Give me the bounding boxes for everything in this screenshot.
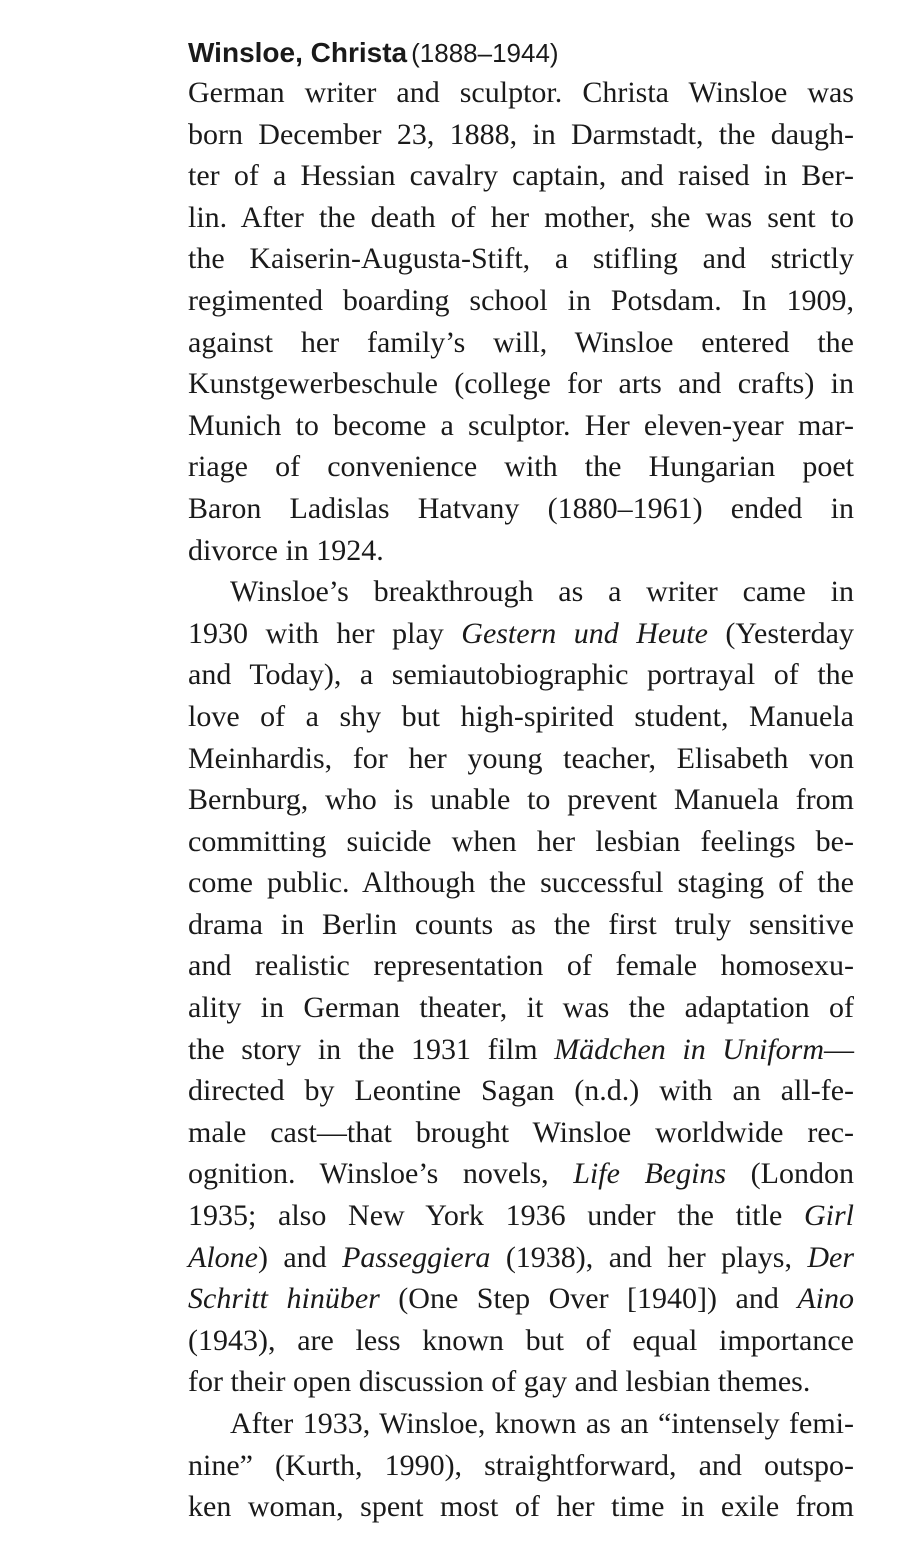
text-run: Kunstgewerbeschule (college for arts and crafts) in: [188, 367, 854, 401]
text-run: riage of convenience with the Hungarian poet: [188, 450, 854, 484]
text-line: [188, 1070, 854, 1112]
text-run: German writer and sculptor. Christa Winsloe was: [188, 76, 854, 109]
text-line: [188, 1237, 854, 1279]
text-line: [188, 904, 854, 946]
italic-title: Aino: [797, 1282, 854, 1316]
text-run: nine” (Kurth, 1990), straightforward, and outspo-: [188, 1448, 854, 1482]
text-run: (1943), are less known but of equal importance: [188, 1323, 854, 1357]
text-line: [188, 72, 854, 114]
entry-name: Winsloe, Christa: [188, 37, 408, 68]
text-line: [188, 363, 854, 405]
text-run: born December 23, 1888, in Darmstadt, the daugh-: [188, 117, 854, 151]
text-run: Baron Ladislas Hatvany (1880–1961) ended in: [188, 491, 854, 525]
paragraph: [188, 72, 854, 571]
text-run: love of a shy but high-spirited student, Manuela: [188, 699, 854, 733]
text-run: the story in the 1931 film: [188, 1032, 555, 1066]
text-run: Meinhardis, for her young teacher, Elisabeth von: [188, 741, 854, 775]
text-line: [188, 405, 854, 447]
text-line: [188, 446, 854, 488]
text-run: committing suicide when her lesbian feelings be-: [188, 824, 854, 858]
text-run: Munich to become a sculptor. Her eleven-year mar-: [188, 408, 854, 442]
text-line: [188, 1029, 854, 1071]
text-run: lin. After the death of her mother, she was sent to: [188, 200, 854, 234]
text-run: ality in German theater, it was the adaptation of: [188, 991, 854, 1025]
italic-title: Girl: [803, 1199, 854, 1233]
text-line: [188, 738, 854, 780]
text-run: 1935; also New York 1936 under the title: [188, 1199, 804, 1233]
italic-title: Passeggiera: [342, 1240, 491, 1274]
text-run: Winsloe’s breakthrough as a writer came in: [230, 575, 854, 609]
text-run: ter of a Hessian cavalry captain, and raised in Ber-: [188, 159, 854, 193]
document-page: [188, 34, 854, 1528]
text-line: [188, 613, 854, 655]
text-run: ken woman, spent most of her time in exile from: [188, 1490, 854, 1524]
italic-title: Mädchen in Uniform: [554, 1032, 824, 1066]
text-run: ognition. Winsloe’s novels,: [188, 1157, 574, 1191]
text-line: [188, 322, 854, 364]
text-run: After 1933, Winsloe, known as an “intensely femi-: [230, 1407, 854, 1440]
text-run: come public. Although the successful staging of the: [188, 866, 854, 900]
text-run: regimented boarding school in Potsdam. In 1909,: [188, 283, 854, 317]
text-run: —: [823, 1032, 854, 1066]
text-run: and realistic representation of female homosexu-: [188, 949, 854, 983]
text-line: [188, 862, 854, 904]
text-run: (London: [726, 1157, 854, 1191]
text-line: [188, 1112, 854, 1154]
text-line: [188, 945, 854, 987]
text-line: [188, 238, 854, 280]
text-run: for their open discussion of gay and lesbian themes.: [188, 1365, 811, 1399]
italic-title: Life Begins: [573, 1157, 727, 1191]
text-line: [188, 1153, 854, 1195]
text-line: [188, 696, 854, 738]
text-run: ) and: [257, 1240, 343, 1274]
entry-heading: [188, 34, 854, 72]
text-line: [188, 155, 854, 197]
text-run: drama in Berlin counts as the first truly sensitive: [188, 907, 854, 941]
text-line: [188, 280, 854, 322]
text-run: directed by Leontine Sagan (n.d.) with an all-fe-: [188, 1074, 854, 1108]
text-run: against her family’s will, Winsloe entered the: [188, 325, 854, 359]
text-line: [188, 1361, 854, 1403]
paragraph: [188, 571, 854, 1403]
text-line: [188, 779, 854, 821]
text-run: Bernburg, who is unable to prevent Manuela from: [188, 783, 854, 817]
text-run: 1930 with her play: [188, 616, 462, 650]
text-line: [188, 488, 854, 530]
italic-title: Gestern und Heute: [461, 616, 708, 650]
text-run: the Kaiserin-Augusta-Stift, a stifling and strictly: [188, 242, 854, 276]
italic-title: Der: [807, 1240, 854, 1274]
text-line: [188, 1403, 854, 1445]
entry-dates: (1888–1944): [411, 38, 559, 68]
text-line: [188, 1195, 854, 1237]
text-line: [188, 114, 854, 156]
entry-body: [188, 72, 854, 1528]
italic-title: Alone: [188, 1240, 258, 1274]
text-line: [188, 654, 854, 696]
text-run: divorce in 1924.: [188, 533, 384, 567]
text-line: [188, 1320, 854, 1362]
paragraph: [188, 1403, 854, 1528]
text-line: [188, 987, 854, 1029]
text-run: (Yesterday: [707, 616, 854, 650]
text-run: (One Step Over [1940]) and: [379, 1282, 798, 1316]
text-run: and Today), a semiautobiographic portrayal of the: [188, 658, 854, 692]
text-line: [188, 197, 854, 239]
text-line: [188, 1445, 854, 1487]
text-line: [188, 530, 854, 572]
text-run: male cast—that brought Winsloe worldwide rec-: [188, 1115, 854, 1149]
text-line: [188, 821, 854, 863]
text-line: [188, 571, 854, 613]
italic-title: Schritt hinüber: [188, 1282, 380, 1316]
text-run: (1938), and her plays,: [490, 1240, 808, 1274]
text-line: [188, 1486, 854, 1528]
text-line: [188, 1278, 854, 1320]
